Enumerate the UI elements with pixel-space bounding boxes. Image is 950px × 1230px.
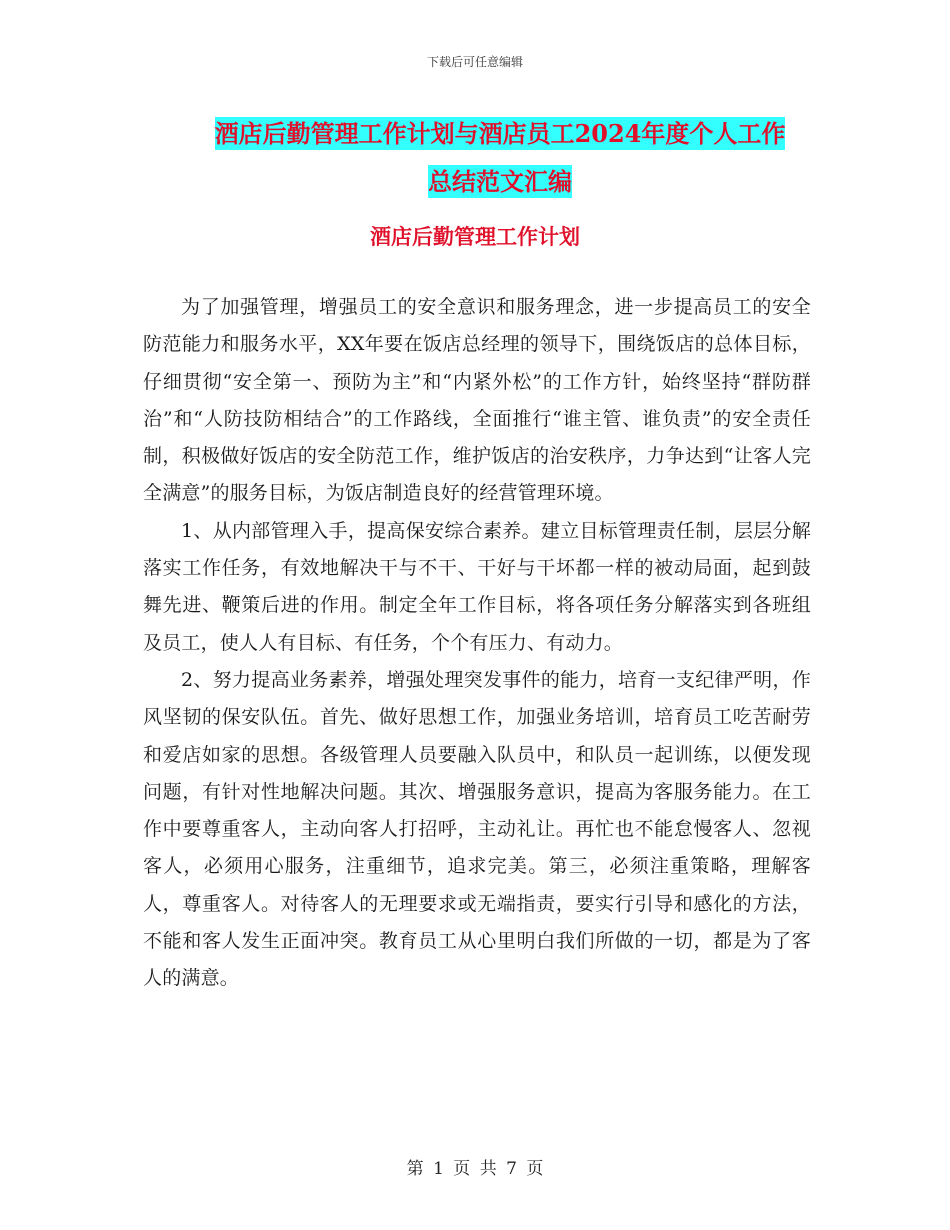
document-title [120,110,880,206]
section-title: 酒店后勤管理工作计划 [370,224,580,249]
page-number-footer: 第 1 页 共 7 页 [406,1159,544,1179]
header-note: 下载后可任意编辑 [426,55,523,69]
paragraph-item-1: 1、从内部管理入手，提高保安综合素养。建立目标管理责任制，层层分解落实工作任务，有效地解决干与不干、干好与干坏都一样的被动局面，起到鼓舞先进、鞭策后进的作用。制定全年工作目标，将各项任务分解落实到各班组及员工，使人人有目标、有任务，个个有压力、有动力。 [143,519,811,654]
paragraph-intro: 为了加强管理，增强员工的安全意识和服务理念，进一步提高员工的安全防范能力和服务水平，XX年要在饭店总经理的领导下，围绕饭店的总体目标，仔细贯彻“安全第一、预防为主”和“内紧外松”的工作方针，始终坚持“群防群治”和“人防技防相结合”的工作路线，全面推行“谁主管、谁负责”的安全责任制，积极做好饭店的安全防范工作，维护饭店的治安秩序，力争达到“让客人完全满意”的服务目标，为饭店制造良好的经营管理环境。 [143,296,811,505]
body-text [143,289,811,998]
paragraph-item-2: 2、努力提高业务素养，增强处理突发事件的能力，培育一支纪律严明，作风坚韧的保安队伍。首先、做好思想工作，加强业务培训，培育员工吃苦耐劳和爱店如家的思想。各级管理人员要融入队员中，和队员一起训练，以便发现问题，有针对性地解决问题。其次、增强服务意识，提高为客服务能力。在工作中要尊重客人，主动向客人打招呼，主动礼让。再忙也不能怠慢客人、忽视客人，必须用心服务，注重细节，追求完美。第三，必须注重策略，理解客人，尊重客人。对待客人的无理要求或无端指责，要实行引导和感化的方法，不能和客人发生正面冲突。教育员工从心里明白我们所做的一切，都是为了客人的满意。 [143,668,811,990]
document-title-line-1: 酒店后勤管理工作计划与酒店员工2024年度个人工作 [214,119,786,148]
document-title-line-2: 总结范文汇编 [428,167,572,196]
